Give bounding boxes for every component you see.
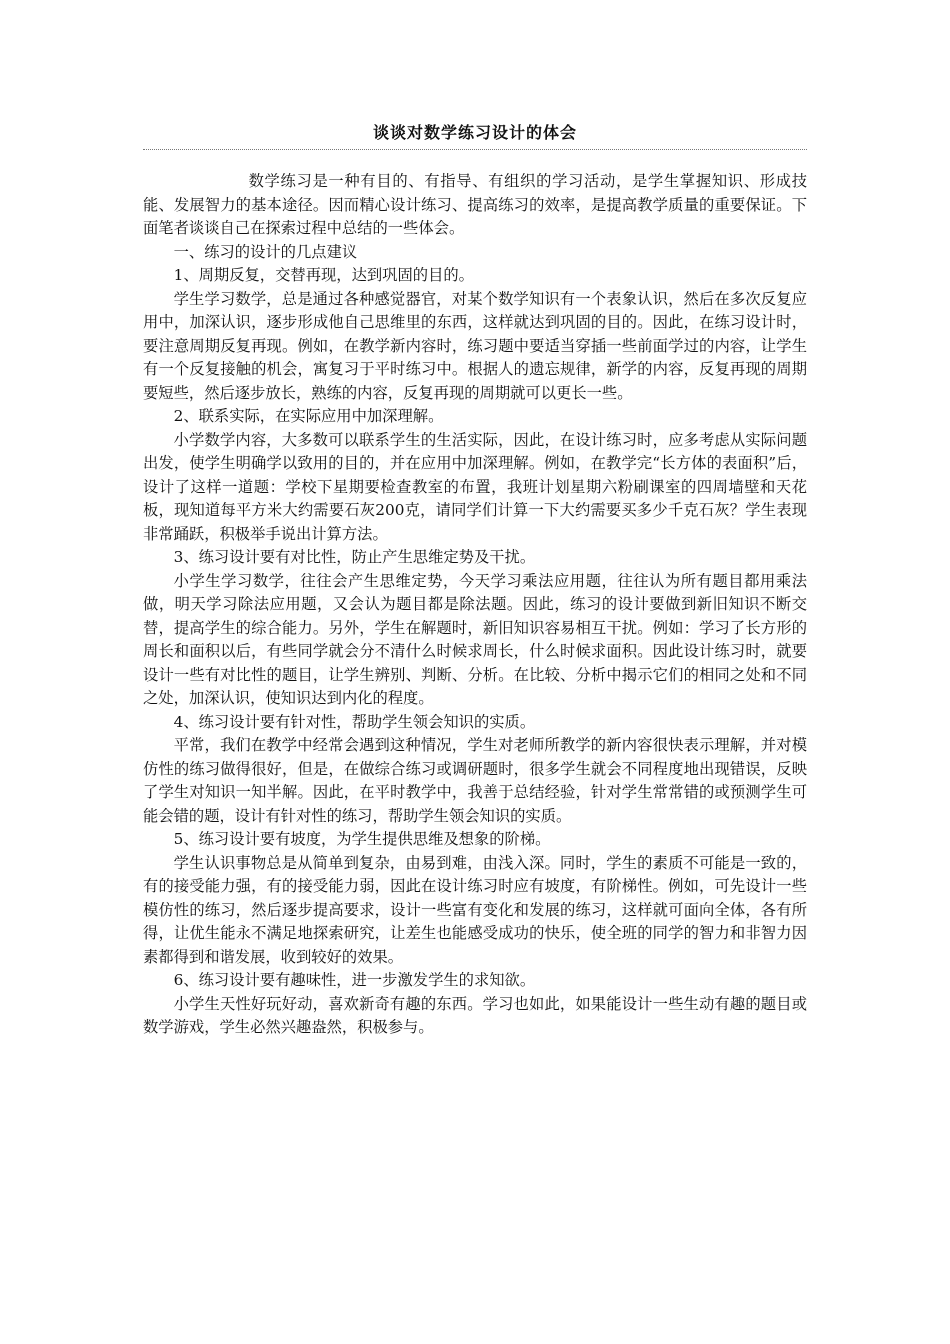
title-divider [143,149,807,150]
point-heading-1: 1、周期反复，交替再现，达到巩固的目的。 [173,266,474,284]
intro-paragraph: 数学练习是一种有目的、有指导、有组织的学习活动，是学生掌握知识、形成技能、发展智力的基本途径。因而精心设计练习、提高练习的效率，是提高教学质量的重要保证。下面笔者谈谈自己在探索过程中总结的一些体会。 [143,172,807,237]
point-heading-3: 3、练习设计要有对比性，防止产生思维定势及干扰。 [173,548,536,566]
point-paragraph-2: 小学数学内容，大多数可以联系学生的生活实际，因此，在设计练习时，应多考虑从实际问题出发，使学生明确学以致用的目的，并在应用中加深理解。例如，在教学完“长方体的表面积”后，设计了这样一道题：学校下星期要检查教室的布置，我班计划星期六粉刷课室的四周墙壁和天花板，现知道每平方米大约需要石灰200克，请同学们计算一下大约需要买多少千克石灰？学生表现非常踊跃，积极举手说出计算方法。 [143,430,807,543]
point-paragraph-4: 平常，我们在教学中经常会遇到这种情况，学生对老师所教学的新内容很快表示理解，并对模仿性的练习做得很好，但是，在做综合练习或调研题时，很多学生就会不同程度地出现错误，反映了学生对知识一知半解。因此，在平时教学中，我善于总结经验，针对学生常常错的或预测学生可能会错的题，设计有针对性的练习，帮助学生领会知识的实质。 [143,736,807,825]
point-paragraph-5: 学生认识事物总是从简单到复杂，由易到难，由浅入深。同时，学生的素质不可能是一致的，有的接受能力强，有的接受能力弱，因此在设计练习时应有坡度，有阶梯性。例如，可先设计一些模仿性的练习，然后逐步提高要求，设计一些富有变化和发展的练习，这样就可面向全体，各有所得，让优生能永不满足地探索研究，让差生也能感受成功的快乐，使全班的同学的智力和非智力因素都得到和谐发展，收到较好的效果。 [143,853,807,966]
point-heading-5: 5、练习设计要有坡度，为学生提供思维及想象的阶梯。 [173,830,551,848]
document-page [143,121,807,1040]
document-body [143,170,807,1040]
point-heading-4: 4、练习设计要有针对性，帮助学生领会知识的实质。 [173,712,536,731]
point-paragraph-1: 学生学习数学，总是通过各种感觉器官，对某个数学知识有一个表象认识，然后在多次反复应用中，加深认识，逐步形成他自己思维里的东西，这样就达到巩固的目的。因此，在练习设计时，要注意周期反复再现。例如，在教学新内容时，练习题中要适当穿插一些前面学过的内容，让学生有一个反复接触的机会，寓复习于平时练习中。根据人的遗忘规律，新学的内容，反复再现的周期要短些，然后逐步放长，熟练的内容，反复再现的周期就可以更长一些。 [143,289,807,402]
section-heading: 一、练习的设计的几点建议 [173,242,358,261]
point-paragraph-6: 小学生天性好玩好动，喜欢新奇有趣的东西。学习也如此，如果能设计一些生动有趣的题目或数学游戏，学生必然兴趣盎然，积极参与。 [143,994,807,1036]
point-heading-6: 6、练习设计要有趣味性，进一步激发学生的求知欲。 [173,971,536,989]
document-title: 谈谈对数学练习设计的体会 [372,123,577,142]
point-heading-2: 2、联系实际，在实际应用中加深理解。 [173,407,444,425]
point-paragraph-3: 小学生学习数学，往往会产生思维定势，今天学习乘法应用题，往往认为所有题目都用乘法做，明天学习除法应用题，又会认为题目都是除法题。因此，练习的设计要做到新旧知识不断交替，提高学生的综合能力。另外，学生在解题时，新旧知识容易相互干扰。例如：学习了长方形的周长和面积以后，有些同学就会分不清什么时候求周长，什么时候求面积。因此设计练习时，就要设计一些有对比性的题目，让学生辨别、判断、分析。在比较、分析中揭示它们的相同之处和不同之处，加深认识，使知识达到内化的程度。 [143,571,807,707]
